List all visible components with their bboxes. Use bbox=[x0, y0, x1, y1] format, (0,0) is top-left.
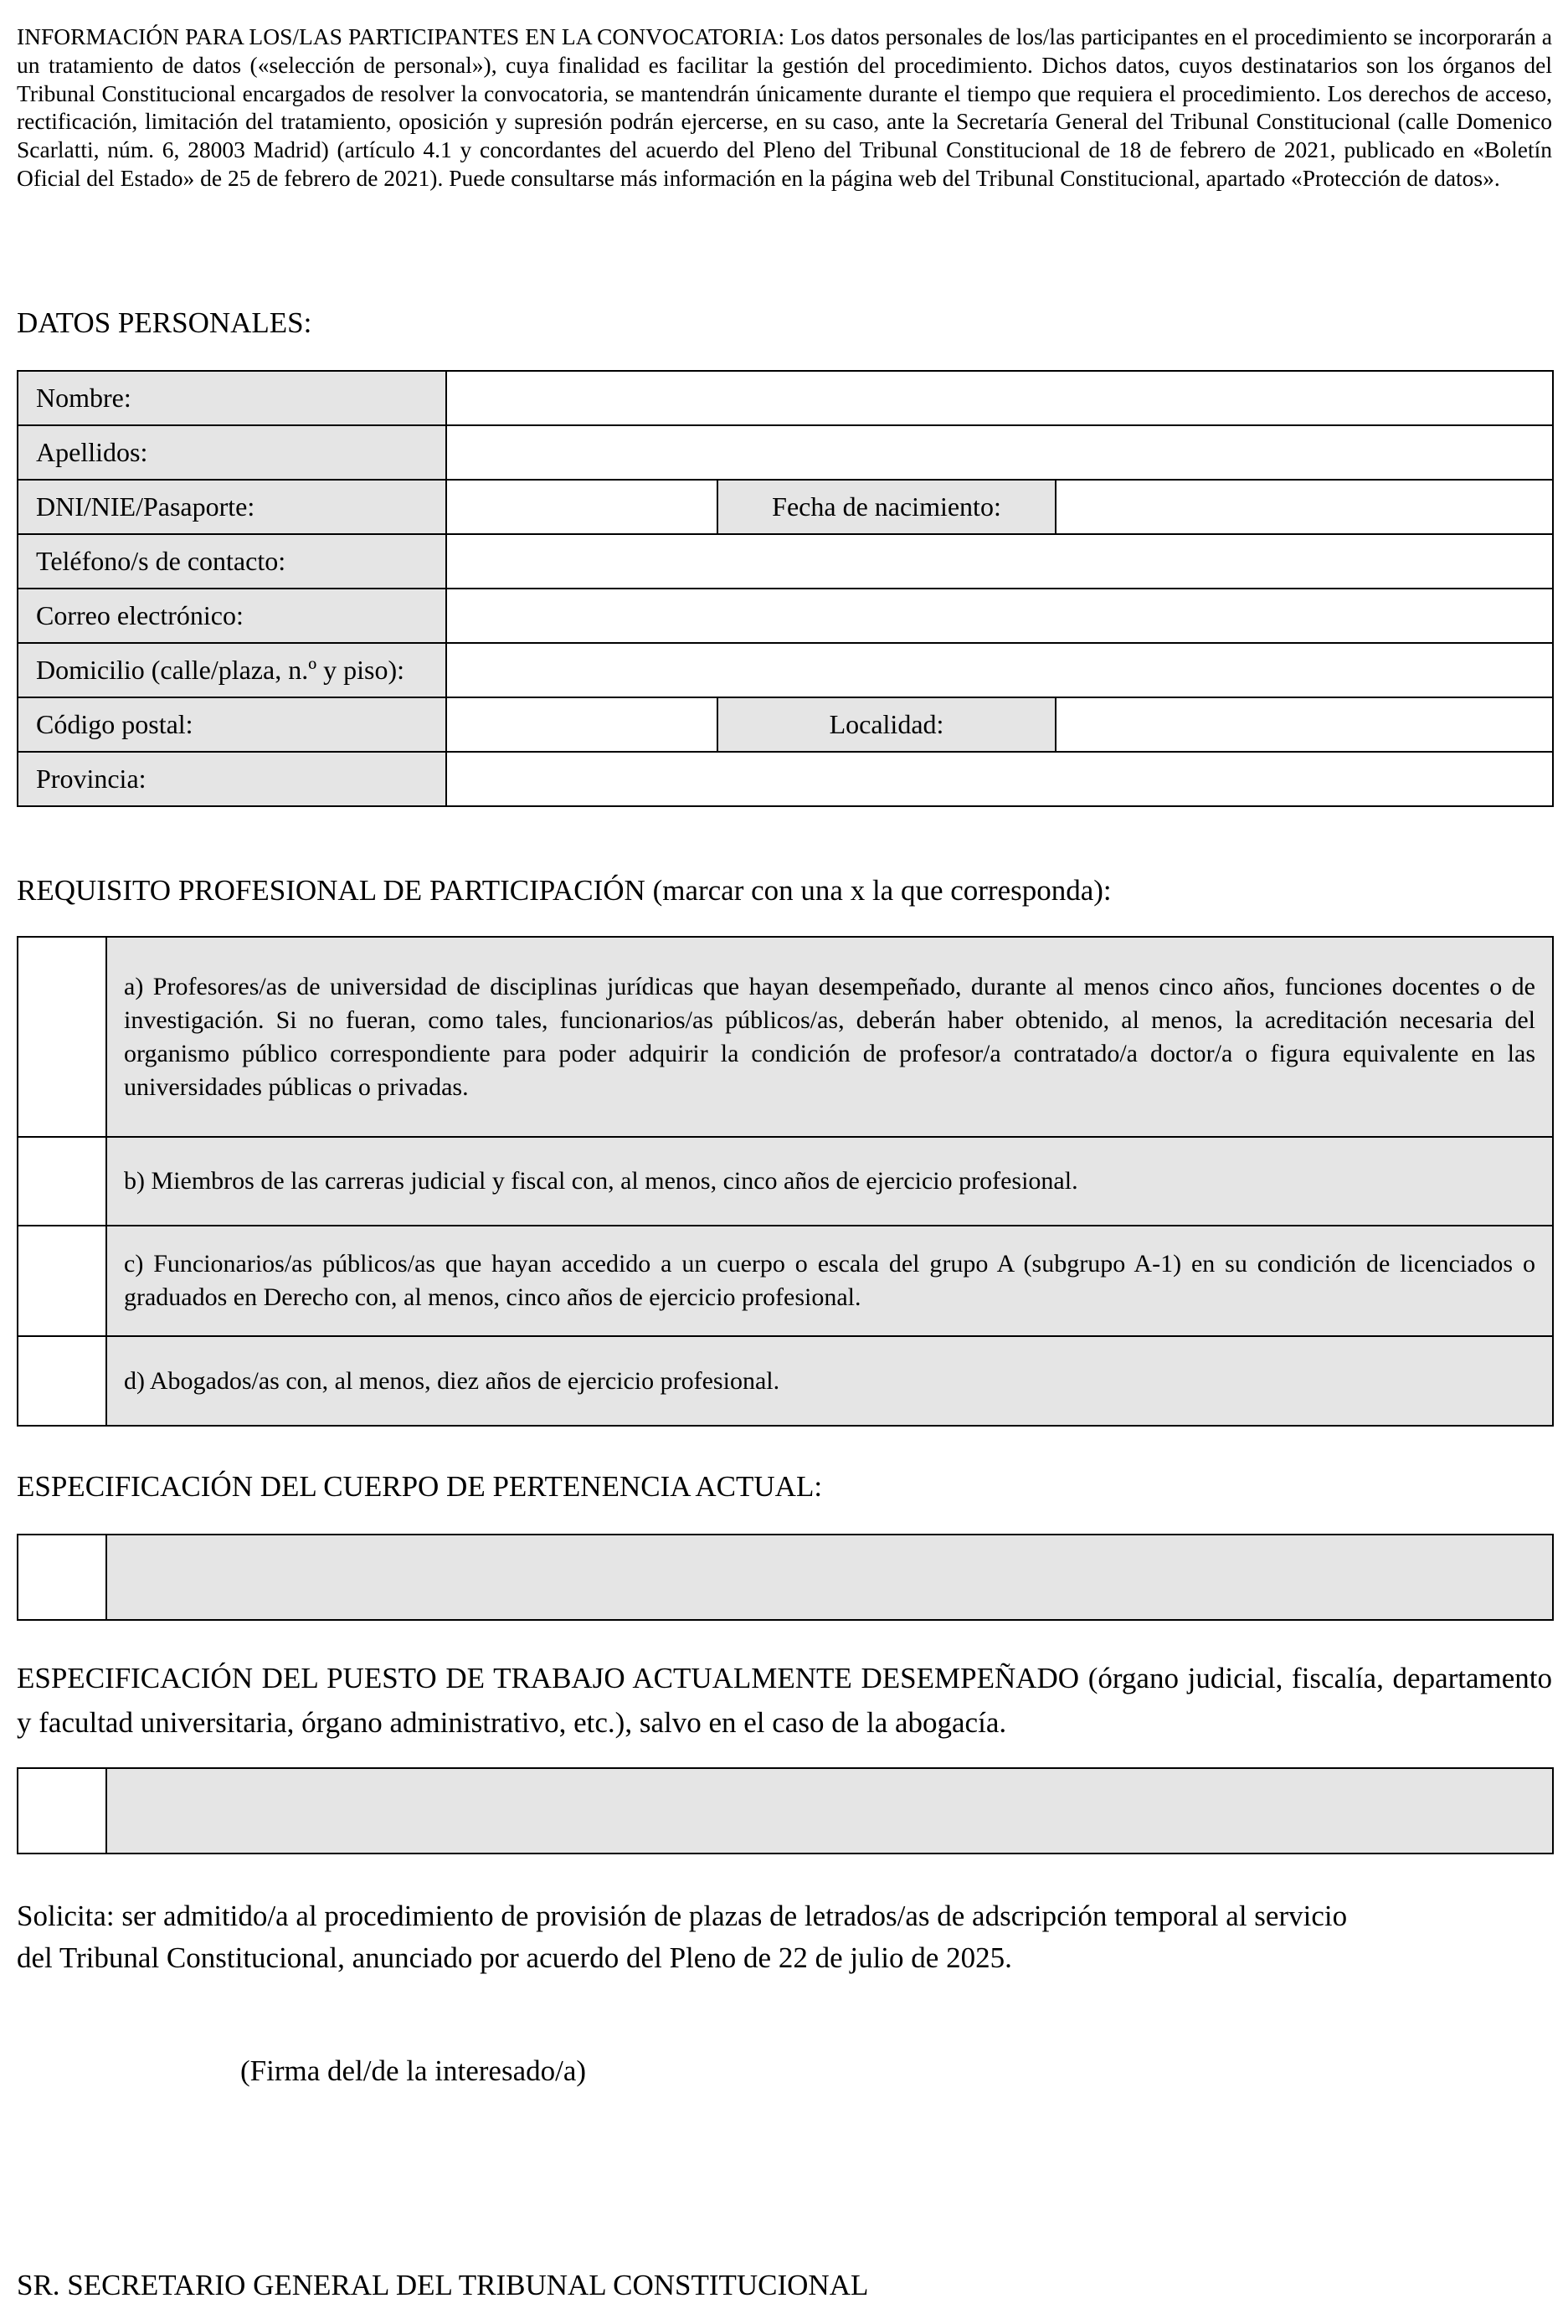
field-apellidos[interactable] bbox=[446, 425, 1553, 480]
field-localidad[interactable] bbox=[1056, 697, 1553, 752]
row-apellidos bbox=[18, 425, 1553, 480]
solicita-line-2: del Tribunal Constitucional, anunciado por acuerdo del Pleno de 22 de julio de 2025. bbox=[17, 1941, 1012, 1974]
requirement-option-a: a) Profesores/as de universidad de disciplinas jurídicas que hayan desempeñado, durante al menos cinco años, funciones docentes o de investigación. Si no fueran, como tales, funcionarios/as públicos/as, deberán haber obtenido, al menos, la acreditación necesaria del organismo público correspondiente para poder adquirir la condición de profesor/a contratado/a doctor/a o figura equivalente en las universidades públicas o privadas. bbox=[106, 937, 1553, 1137]
requirement-row-c bbox=[18, 1226, 1553, 1336]
signature-label: (Firma del/de la interesado/a) bbox=[240, 2054, 587, 2087]
requirement-row-b bbox=[18, 1137, 1553, 1226]
puesto-field[interactable] bbox=[106, 1768, 1553, 1854]
requirement-option-b: b) Miembros de las carreras judicial y fiscal con, al menos, cinco años de ejercicio profesional. bbox=[106, 1137, 1553, 1226]
label-domicilio: Domicilio (calle/plaza, n.º y piso): bbox=[18, 643, 446, 697]
cuerpo-table bbox=[17, 1534, 1554, 1621]
label-localidad: Localidad: bbox=[717, 697, 1056, 752]
requirement-heading: REQUISITO PROFESIONAL DE PARTICIPACIÓN (marcar con una x la que corresponda): bbox=[17, 874, 1112, 907]
field-nombre[interactable] bbox=[446, 371, 1553, 425]
row-telefono bbox=[18, 534, 1553, 589]
field-domicilio[interactable] bbox=[446, 643, 1553, 697]
label-apellidos: Apellidos: bbox=[18, 425, 446, 480]
field-dni[interactable] bbox=[446, 480, 717, 534]
puesto-checkbox[interactable] bbox=[18, 1768, 106, 1854]
requirement-option-d: d) Abogados/as con, al menos, diez años de ejercicio profesional. bbox=[106, 1336, 1553, 1426]
field-correo[interactable] bbox=[446, 589, 1553, 643]
label-telefono: Teléfono/s de contacto: bbox=[18, 534, 446, 589]
addressee: SR. SECRETARIO GENERAL DEL TRIBUNAL CONSTITUCIONAL bbox=[17, 2269, 869, 2301]
requirement-option-c: c) Funcionarios/as públicos/as que hayan accedido a un cuerpo o escala del grupo A (subgrupo A-1) en su condición de licenciados o graduados en Derecho con, al menos, cinco años de ejercicio profesional. bbox=[106, 1226, 1553, 1336]
puesto-table bbox=[17, 1767, 1554, 1854]
field-fecha-nacimiento[interactable] bbox=[1056, 480, 1553, 534]
requirement-table bbox=[17, 936, 1554, 1427]
puesto-heading: ESPECIFICACIÓN DEL PUESTO DE TRABAJO ACTUALMENTE DESEMPEÑADO (órgano judicial, fiscalía, departamento y facultad universitaria, órgano administrativo, etc.), salvo en el caso de la abogacía. bbox=[17, 1662, 1552, 1739]
cuerpo-heading: ESPECIFICACIÓN DEL CUERPO DE PERTENENCIA ACTUAL: bbox=[17, 1470, 823, 1503]
label-codigo-postal: Código postal: bbox=[18, 697, 446, 752]
field-provincia[interactable] bbox=[446, 752, 1553, 806]
label-nombre: Nombre: bbox=[18, 371, 446, 425]
row-dni bbox=[18, 480, 1553, 534]
row-domicilio bbox=[18, 643, 1553, 697]
row-codigo-postal bbox=[18, 697, 1553, 752]
label-dni: DNI/NIE/Pasaporte: bbox=[18, 480, 446, 534]
cuerpo-field[interactable] bbox=[106, 1535, 1553, 1620]
checkbox-requirement-a[interactable] bbox=[18, 937, 106, 1137]
checkbox-requirement-b[interactable] bbox=[18, 1137, 106, 1226]
row-correo bbox=[18, 589, 1553, 643]
label-correo: Correo electrónico: bbox=[18, 589, 446, 643]
row-nombre bbox=[18, 371, 1553, 425]
label-provincia: Provincia: bbox=[18, 752, 446, 806]
requirement-row-a bbox=[18, 937, 1553, 1137]
personal-data-heading: DATOS PERSONALES: bbox=[17, 306, 312, 339]
row-provincia bbox=[18, 752, 1553, 806]
checkbox-requirement-c[interactable] bbox=[18, 1226, 106, 1336]
cuerpo-checkbox[interactable] bbox=[18, 1535, 106, 1620]
checkbox-requirement-d[interactable] bbox=[18, 1336, 106, 1426]
field-telefono[interactable] bbox=[446, 534, 1553, 589]
field-codigo-postal[interactable] bbox=[446, 697, 717, 752]
personal-data-table bbox=[17, 370, 1554, 807]
label-fecha-nacimiento: Fecha de nacimiento: bbox=[717, 480, 1056, 534]
data-protection-notice: INFORMACIÓN PARA LOS/LAS PARTICIPANTES EN LA CONVOCATORIA: Los datos personales de los/las participantes en el procedimiento se incorporarán a un tratamiento de datos («selección de personal»), cuya finalidad es facilitar la gestión del procedimiento. Dichos datos, cuyos destinatarios son los órganos del Tribunal Constitucional encargados de resolver la convocatoria, se mantendrán únicamente durante el tiempo que requiera el procedimiento. Los derechos de acceso, rectificación, limitación del tratamiento, oposición y supresión podrán ejercerse, en su caso, ante la Secretaría General del Tribunal Constitucional (calle Domenico Scarlatti, núm. 6, 28003 Madrid) (artículo 4.1 y concordantes del acuerdo del Pleno del Tribunal Constitucional de 18 de febrero de 2021, publicado en «Boletín Oficial del Estado» de 25 de febrero de 2021). Puede consultarse más información en la página web del Tribunal Constitucional, apartado «Protección de datos». bbox=[17, 23, 1552, 191]
requirement-row-d bbox=[18, 1336, 1553, 1426]
solicita-line-1: Solicita: ser admitido/a al procedimiento de provisión de plazas de letrados/as de adscripción temporal al servicio bbox=[17, 1900, 1348, 1932]
